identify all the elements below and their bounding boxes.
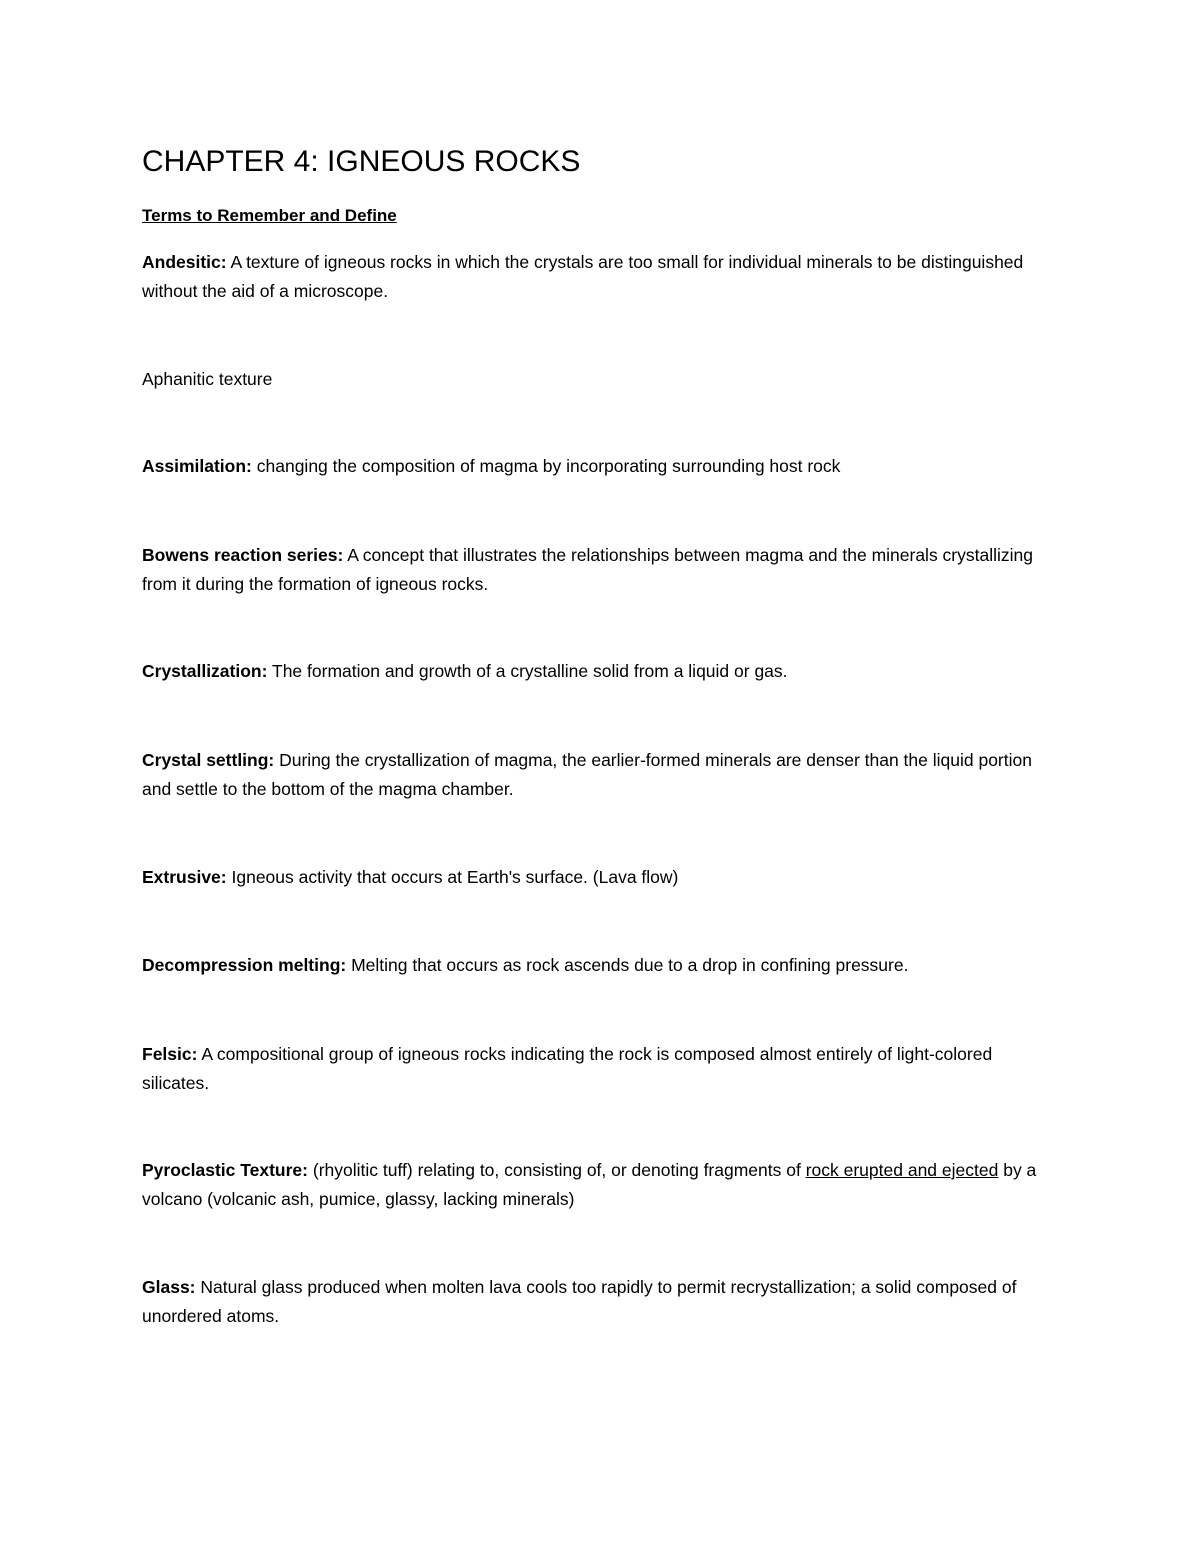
term-label: Crystal settling:	[142, 750, 275, 770]
term-definition: Igneous activity that occurs at Earth's surface. (Lava flow)	[226, 867, 679, 887]
term-definition: A concept that illustrates the relationships between magma and the minerals crystallizing from it during the formation of igneous rocks.	[142, 545, 1033, 594]
term-definition: Natural glass produced when molten lava cools too rapidly to permit recrystallization; a solid composed of unordered atoms.	[142, 1277, 1017, 1326]
term-label: Andesitic:	[142, 252, 227, 272]
term-label: Felsic:	[142, 1044, 198, 1064]
glossary-entry-aphanitic	[142, 365, 1062, 394]
glossary-entry-assimilation	[142, 452, 1062, 481]
glossary-entry-pyroclastic-texture	[142, 1156, 1062, 1214]
section-subtitle: Terms to Remember and Define	[142, 206, 397, 225]
chapter-title: CHAPTER 4: IGNEOUS ROCKS	[142, 145, 581, 178]
term-label: Bowens reaction series:	[142, 545, 344, 565]
term-label: Pyroclastic Texture:	[142, 1160, 308, 1180]
glossary-entry-crystallization	[142, 657, 1062, 686]
term-label: Assimilation:	[142, 456, 252, 476]
glossary-entry-extrusive	[142, 863, 1062, 892]
term-definition: During the crystallization of magma, the earlier-formed minerals are denser than the liquid portion and settle to the bottom of the magma chamber.	[142, 750, 1032, 799]
term-definition: Melting that occurs as rock ascends due to a drop in confining pressure.	[346, 955, 909, 975]
underlined-phrase: rock erupted and ejected	[805, 1160, 999, 1180]
glossary-entry-glass	[142, 1273, 1062, 1331]
term-definition-part: by a volcano (volcanic ash, pumice, glassy, lacking minerals)	[142, 1160, 1037, 1209]
term-label: Glass:	[142, 1277, 196, 1297]
glossary-entry-andesitic	[142, 248, 1062, 306]
glossary-entry-bowens-reaction-series	[142, 541, 1062, 599]
glossary-entry-crystal-settling	[142, 746, 1062, 804]
term-definition: The formation and growth of a crystalline solid from a liquid or gas.	[267, 661, 788, 681]
term-definition: Aphanitic texture	[142, 369, 273, 389]
term-label: Extrusive:	[142, 867, 227, 887]
term-label: Crystallization:	[142, 661, 268, 681]
term-label: Decompression melting:	[142, 955, 347, 975]
term-definition: changing the composition of magma by incorporating surrounding host rock	[251, 456, 841, 476]
term-definition: A compositional group of igneous rocks indicating the rock is composed almost entirely of light-colored silicates.	[142, 1044, 993, 1093]
term-definition-part: (rhyolitic tuff) relating to, consisting of, or denoting fragments of	[308, 1160, 806, 1180]
glossary-entry-felsic	[142, 1040, 1062, 1098]
term-definition: A texture of igneous rocks in which the crystals are too small for individual minerals to be distinguished without the aid of a microscope.	[142, 252, 1024, 301]
glossary-entry-decompression-melting	[142, 951, 1062, 980]
